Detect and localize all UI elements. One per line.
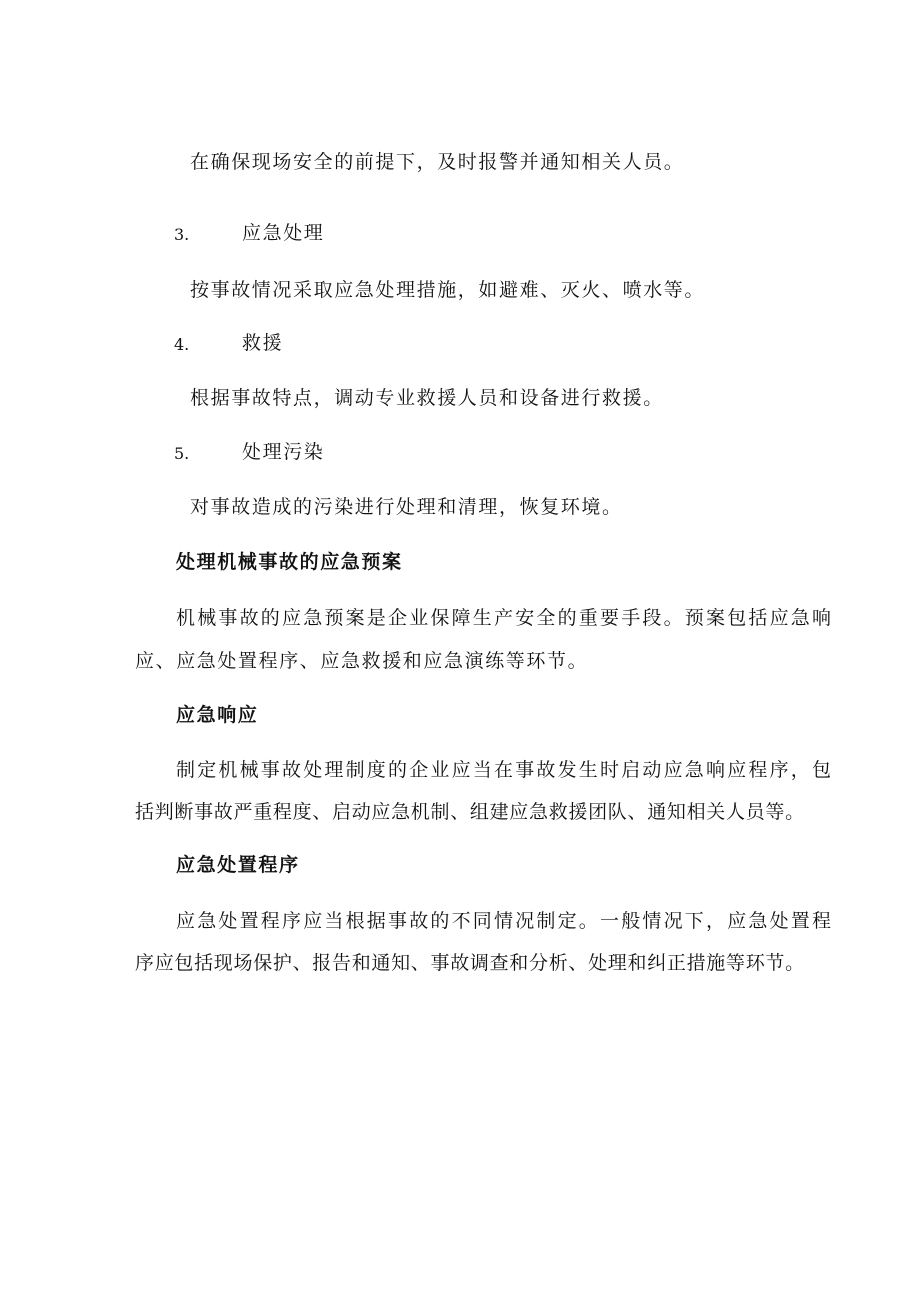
step4-text: 根据事故特点，调动专业救援人员和设备进行救援。: [190, 387, 664, 409]
section-heading-emergency-plan: 处理机械事故的应急预案: [176, 551, 403, 573]
section3-paragraph-line2: 序应包括现场保护、报告和通知、事故调查和分析、处理和纠正措施等环节。: [135, 952, 805, 974]
step5-number: 5.: [174, 444, 190, 463]
section1-paragraph-line1: 机械事故的应急预案是企业保障生产安全的重要手段。预案包括应急响: [176, 607, 834, 629]
step5-title: 处理污染: [242, 441, 325, 463]
section-heading-emergency-response: 应急响应: [176, 704, 259, 726]
section2-paragraph-line2: 括判断事故严重程度、启动应急机制、组建应急救援团队、通知相关人员等。: [135, 801, 805, 823]
section3-paragraph-line1: 应急处置程序应当根据事故的不同情况制定。一般情况下，应急处置程: [176, 910, 834, 932]
step4-title: 救援: [242, 332, 284, 354]
step3-title: 应急处理: [242, 222, 325, 244]
step5-text: 对事故造成的污染进行处理和清理，恢复环境。: [190, 496, 623, 518]
section2-paragraph-line1: 制定机械事故处理制度的企业应当在事故发生时启动应急响应程序，包: [176, 759, 834, 781]
step3-number: 3.: [174, 225, 190, 244]
step3-text: 按事故情况采取应急处理措施，如避难、灭火、喷水等。: [190, 279, 706, 301]
section1-paragraph-line2: 应、应急处置程序、应急救援和应急演练等环节。: [135, 650, 589, 672]
section-heading-emergency-procedure: 应急处置程序: [176, 854, 300, 876]
step2-text: 在确保现场安全的前提下，及时报警并通知相关人员。: [190, 151, 685, 173]
step4-number: 4.: [174, 335, 190, 354]
